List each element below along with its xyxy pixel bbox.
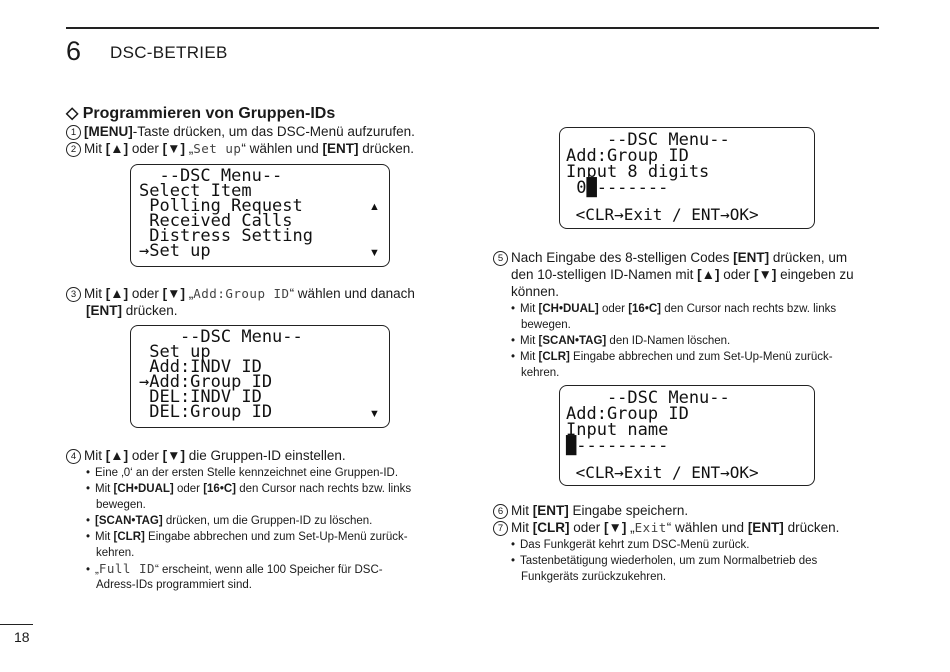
step-4: 4 Mit [▲] oder [▼] die Gruppen-ID einstellen. <box>66 447 346 464</box>
step-number: 7 <box>493 521 508 536</box>
list-item-cont: kehren. <box>96 547 135 559</box>
chapter-number: 6 <box>66 36 82 66</box>
section-title: ◇ Programmieren von Gruppen-IDs <box>66 105 336 122</box>
list-item: • „Full ID“ erscheint, wenn alle 100 Speicher für DSC- <box>86 561 383 576</box>
step-5: 5 Nach Eingabe des 8-stelligen Codes [ENT] drücken, um <box>493 249 847 266</box>
scroll-down-icon: ▼ <box>369 408 380 420</box>
lcd-text-full-id: Full ID <box>98 561 156 576</box>
step-7: 7 Mit [CLR] oder [▼] „Exit“ wählen und [ENT] drücken. <box>493 519 839 536</box>
lcd-text-exit: Exit <box>634 520 667 535</box>
lcd-text-set-up: Set up <box>193 141 242 156</box>
list-item: • Mit [CLR] Eingabe abbrechen und zum Set-Up-Menü zurück- <box>86 531 408 543</box>
step-3: 3 Mit [▲] oder [▼] „Add:Group ID“ wählen und danach <box>66 285 415 302</box>
lcd-text-add-group-id: Add:Group ID <box>193 286 290 301</box>
page-number: 18 <box>14 629 30 645</box>
lcd-screen-input-name: --DSC Menu-- Add:Group ID Input name █--------- <CLR→Exit / ENT→OK> <box>559 385 815 486</box>
list-item-cont: kehren. <box>521 367 560 379</box>
list-item: • Das Funkgerät kehrt zum DSC-Menü zurück. <box>511 539 750 551</box>
step-5-cont: den 10-stelligen ID-Namen mit [▲] oder [▼] eingeben zu <box>511 267 854 282</box>
step-2: 2 Mit [▲] oder [▼] „Set up“ wählen und [ENT] drücken. <box>66 140 414 157</box>
lcd-screen-input-digits: --DSC Menu-- Add:Group ID Input 8 digits 0█------- <CLR→Exit / ENT→OK> <box>559 127 815 229</box>
scroll-down-icon: ▼ <box>369 247 380 259</box>
lcd-screen-add-group-id: --DSC Menu-- Set up Add:INDV ID →Add:Group ID DEL:INDV ID DEL:Group ID ▼ <box>130 325 390 428</box>
step-number: 3 <box>66 287 81 302</box>
header-rule <box>66 27 879 29</box>
list-item: • Mit [CH•DUAL] oder [16•C] den Cursor nach rechts bzw. links <box>86 483 412 495</box>
scroll-up-icon: ▲ <box>369 201 380 213</box>
step-1: 1 [MENU]-Taste drücken, um das DSC-Menü aufzurufen. <box>66 123 415 140</box>
list-item-cont: bewegen. <box>96 499 146 511</box>
footer-rule <box>0 624 33 625</box>
list-item: • Mit [SCAN•TAG] den ID-Namen löschen. <box>511 335 731 347</box>
step-number: 5 <box>493 251 508 266</box>
list-item: • [SCAN•TAG] drücken, um die Gruppen-ID zu löschen. <box>86 515 373 527</box>
lcd-screen-set-up: --DSC Menu-- Select Item Polling Request Received Calls Distress Setting →Set up ▲ ▼ <box>130 164 390 267</box>
step-number: 2 <box>66 142 81 157</box>
list-item: • Tastenbetätigung wiederholen, um zum Normalbetrieb des <box>511 555 818 567</box>
list-item-cont: Funkgeräts zurückzukehren. <box>521 571 667 583</box>
step-number: 1 <box>66 125 81 140</box>
step-3-cont: [ENT] drücken. <box>86 303 178 318</box>
list-item-cont: Adress-IDs programmiert sind. <box>96 579 252 591</box>
chapter-title: DSC-BETRIEB <box>110 43 228 62</box>
list-item: • Mit [CLR] Eingabe abbrechen und zum Set-Up-Menü zurück- <box>511 351 833 363</box>
key-menu: [MENU] <box>84 124 133 139</box>
list-item: • Mit [CH•DUAL] oder [16•C] den Cursor nach rechts bzw. links <box>511 303 837 315</box>
list-item: • Eine ‚0‘ an der ersten Stelle kennzeichnet eine Gruppen-ID. <box>86 467 399 479</box>
step-5-cont: können. <box>511 284 560 299</box>
list-item-cont: bewegen. <box>521 319 571 331</box>
step-6: 6 Mit [ENT] Eingabe speichern. <box>493 502 688 519</box>
step-number: 6 <box>493 504 508 519</box>
step-number: 4 <box>66 449 81 464</box>
